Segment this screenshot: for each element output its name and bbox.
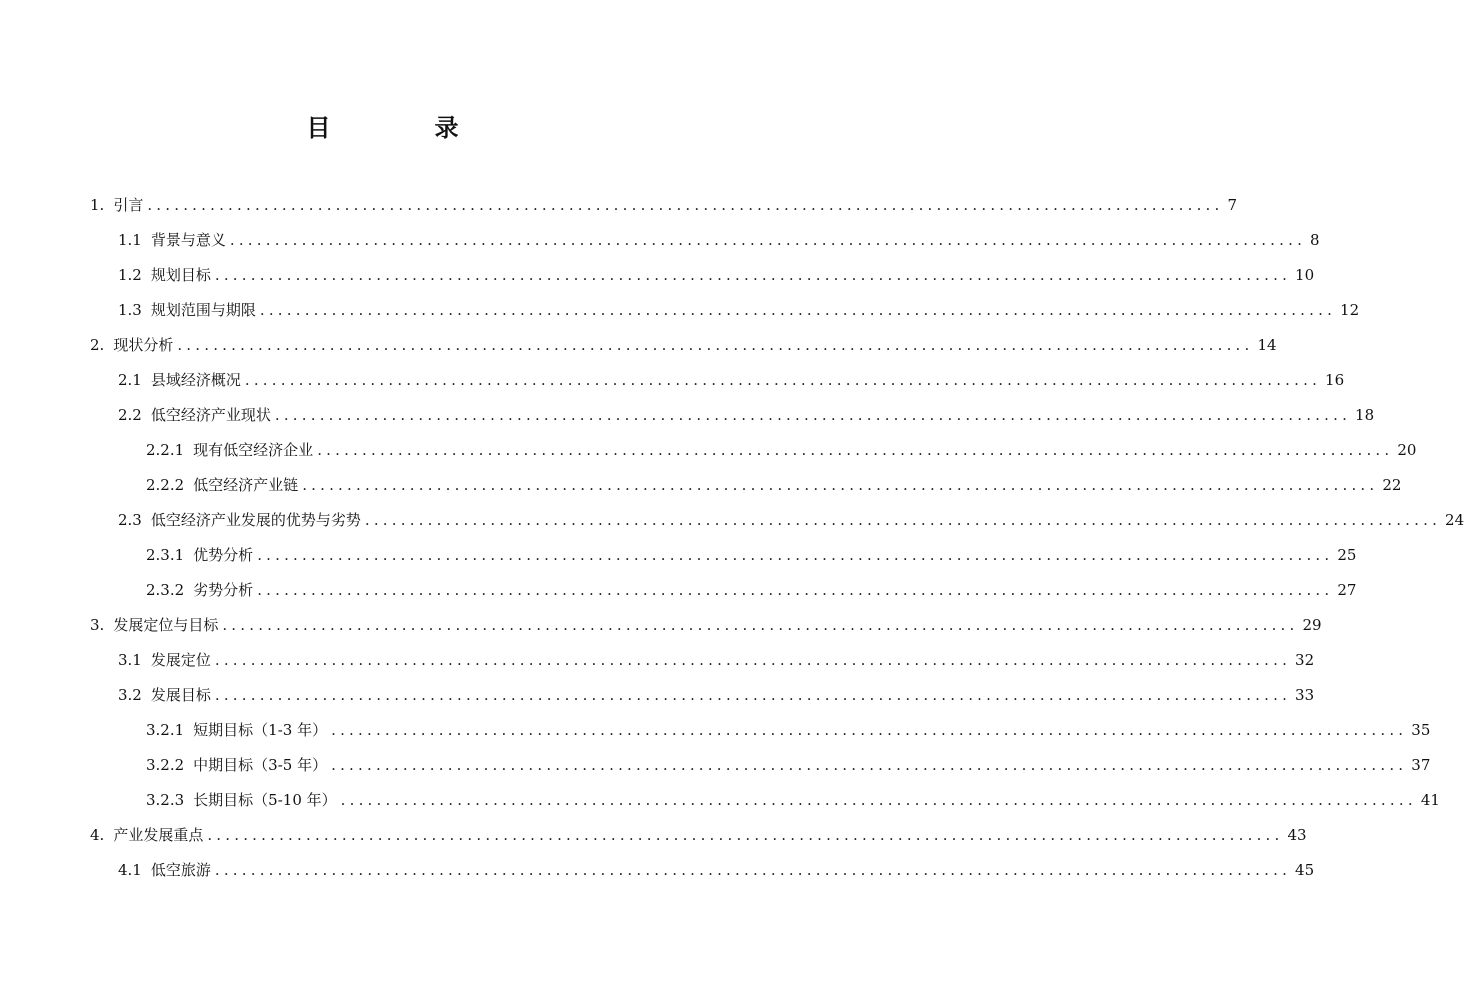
dot-leader: ........................................................................................................................ [207, 826, 1284, 845]
toc-entry-page-number: 41 [1420, 791, 1440, 810]
toc-entry-page-number: 25 [1337, 546, 1357, 564]
dot-leader: ........................................................................................................................ [257, 546, 1334, 564]
toc-entry-page-number: 12 [1340, 300, 1360, 319]
toc-entry-number: 4. [90, 826, 105, 845]
dot-leader: ........................................................................................................................ [229, 230, 1307, 249]
toc-entry-label: 短期目标（1-3 年） [193, 721, 328, 740]
toc-entry-number: 3. [90, 616, 105, 635]
toc-entry[interactable] [118, 362, 1345, 397]
toc-entry[interactable] [118, 292, 1360, 327]
toc-entry-page-number: 45 [1295, 861, 1315, 880]
toc-entry-page-number: 22 [1382, 475, 1402, 494]
dot-leader: ........................................................................................................................ [177, 335, 1254, 354]
toc-entry-page-number: 18 [1355, 405, 1375, 424]
toc-entry-label: 低空经济产业现状 [150, 405, 271, 424]
dot-leader: ........................................................................................................................ [317, 440, 1394, 459]
toc-entry-page-number: 14 [1257, 335, 1277, 354]
dot-leader: ........................................................................................................................ [214, 861, 1292, 880]
toc-entry-number: 3.2 [118, 686, 142, 705]
toc-entry-page-number: 27 [1337, 581, 1357, 600]
dot-leader: ........................................................................................................................ [302, 475, 1379, 494]
toc-entry-number: 2.2 [118, 405, 142, 424]
toc-entry-label: 长期目标（5-10 年） [193, 791, 337, 810]
toc-entry-label: 现状分析 [113, 335, 174, 354]
toc-entry[interactable] [146, 783, 1440, 818]
toc-entry-page-number: 20 [1397, 440, 1417, 459]
dot-leader: ........................................................................................................................ [274, 405, 1352, 424]
toc-entry-number: 2.2.2 [146, 475, 185, 494]
toc-entry-label: 中期目标（3-5 年） [193, 756, 328, 775]
toc-entry-page-number: 33 [1295, 686, 1315, 705]
dot-leader: ........................................................................................................................ [331, 756, 1408, 775]
toc-entry-number: 2. [90, 335, 105, 354]
toc-entry-page-number: 24 [1445, 510, 1464, 529]
toc-entry-label: 发展目标 [150, 686, 211, 705]
toc-entry-page-number: 37 [1411, 756, 1431, 775]
toc-entry-number: 1.1 [118, 230, 142, 249]
toc-entry[interactable] [90, 818, 1307, 853]
toc-entry-label: 规划目标 [150, 265, 211, 284]
dot-leader: ........................................................................................................................ [214, 686, 1292, 705]
toc-entry[interactable] [118, 678, 1315, 713]
toc-entry[interactable] [146, 713, 1431, 748]
toc-entry-page-number: 32 [1295, 651, 1315, 670]
toc-entry-page-number: 35 [1411, 721, 1431, 740]
toc-entry[interactable] [90, 187, 1238, 222]
toc-entry-label: 劣势分析 [193, 581, 254, 600]
dot-leader: ........................................................................................................................ [331, 721, 1408, 740]
toc-entry-label: 现有低空经济企业 [193, 440, 314, 459]
toc-entry[interactable] [118, 397, 1375, 432]
toc-entry[interactable] [146, 573, 1357, 608]
toc-entry-label: 低空经济产业链 [193, 475, 299, 494]
toc-entry[interactable] [118, 502, 1464, 537]
dot-leader: ........................................................................................................................ [340, 791, 1417, 810]
page-title: 目 录 [306, 114, 499, 142]
dot-leader: ........................................................................................................................ [214, 651, 1292, 670]
toc-entry-number: 2.3.2 [146, 581, 185, 600]
dot-leader: ........................................................................................................................ [147, 195, 1224, 214]
toc-entry[interactable] [118, 257, 1315, 292]
toc-entry-number: 1.2 [118, 265, 142, 284]
toc-entry[interactable] [146, 432, 1417, 467]
toc-entry[interactable] [146, 748, 1431, 783]
toc-entry-label: 发展定位与目标 [113, 616, 219, 635]
toc-entry-page-number: 43 [1287, 826, 1307, 845]
toc-entry[interactable] [118, 643, 1315, 678]
dot-leader: ........................................................................................................................ [222, 616, 1299, 635]
toc-entry-label: 引言 [113, 195, 144, 214]
toc-entry-number: 1. [90, 195, 105, 214]
toc-entry-number: 2.3.1 [146, 546, 185, 564]
toc-entry-number: 2.3 [118, 510, 142, 529]
toc-entry[interactable] [146, 467, 1402, 502]
toc-entry-number: 2.2.1 [146, 440, 185, 459]
dot-leader: ........................................................................................................................ [259, 300, 1337, 319]
toc-entry-label: 低空经济产业发展的优势与劣势 [150, 510, 361, 529]
toc-entry[interactable] [90, 327, 1277, 362]
toc-entry-label: 低空旅游 [150, 861, 211, 880]
toc-entry-number: 3.1 [118, 651, 142, 670]
toc-entry-page-number: 7 [1227, 195, 1238, 214]
toc-entry[interactable] [90, 608, 1322, 643]
toc-entry-page-number: 29 [1302, 616, 1322, 635]
toc-entry-label: 县域经济概况 [150, 370, 241, 389]
toc-entry-page-number: 10 [1295, 265, 1315, 284]
toc-entry-number: 2.1 [118, 370, 142, 389]
toc-entry[interactable] [118, 222, 1320, 257]
toc-entry-label: 产业发展重点 [113, 826, 204, 845]
toc-entry-page-number: 16 [1325, 370, 1345, 389]
toc-entry-number: 3.2.1 [146, 721, 185, 740]
toc-entry-label: 背景与意义 [150, 230, 226, 249]
dot-leader: ........................................................................................................................ [244, 370, 1322, 389]
dot-leader: ........................................................................................................................ [214, 265, 1292, 284]
toc-entry-label: 规划范围与期限 [150, 300, 256, 319]
toc-entry-page-number: 8 [1310, 230, 1320, 249]
toc-entry[interactable] [146, 538, 1357, 573]
toc-entry-number: 1.3 [118, 300, 142, 319]
toc-entry[interactable] [118, 853, 1315, 888]
toc-entry-label: 发展定位 [150, 651, 211, 670]
toc-entry-label: 优势分析 [193, 546, 254, 564]
toc-entry-number: 4.1 [118, 861, 142, 880]
toc-entry-number: 3.2.3 [146, 791, 185, 810]
dot-leader: ........................................................................................................................ [257, 581, 1334, 600]
toc-entry-number: 3.2.2 [146, 756, 185, 775]
dot-leader: ........................................................................................................................ [364, 510, 1442, 529]
